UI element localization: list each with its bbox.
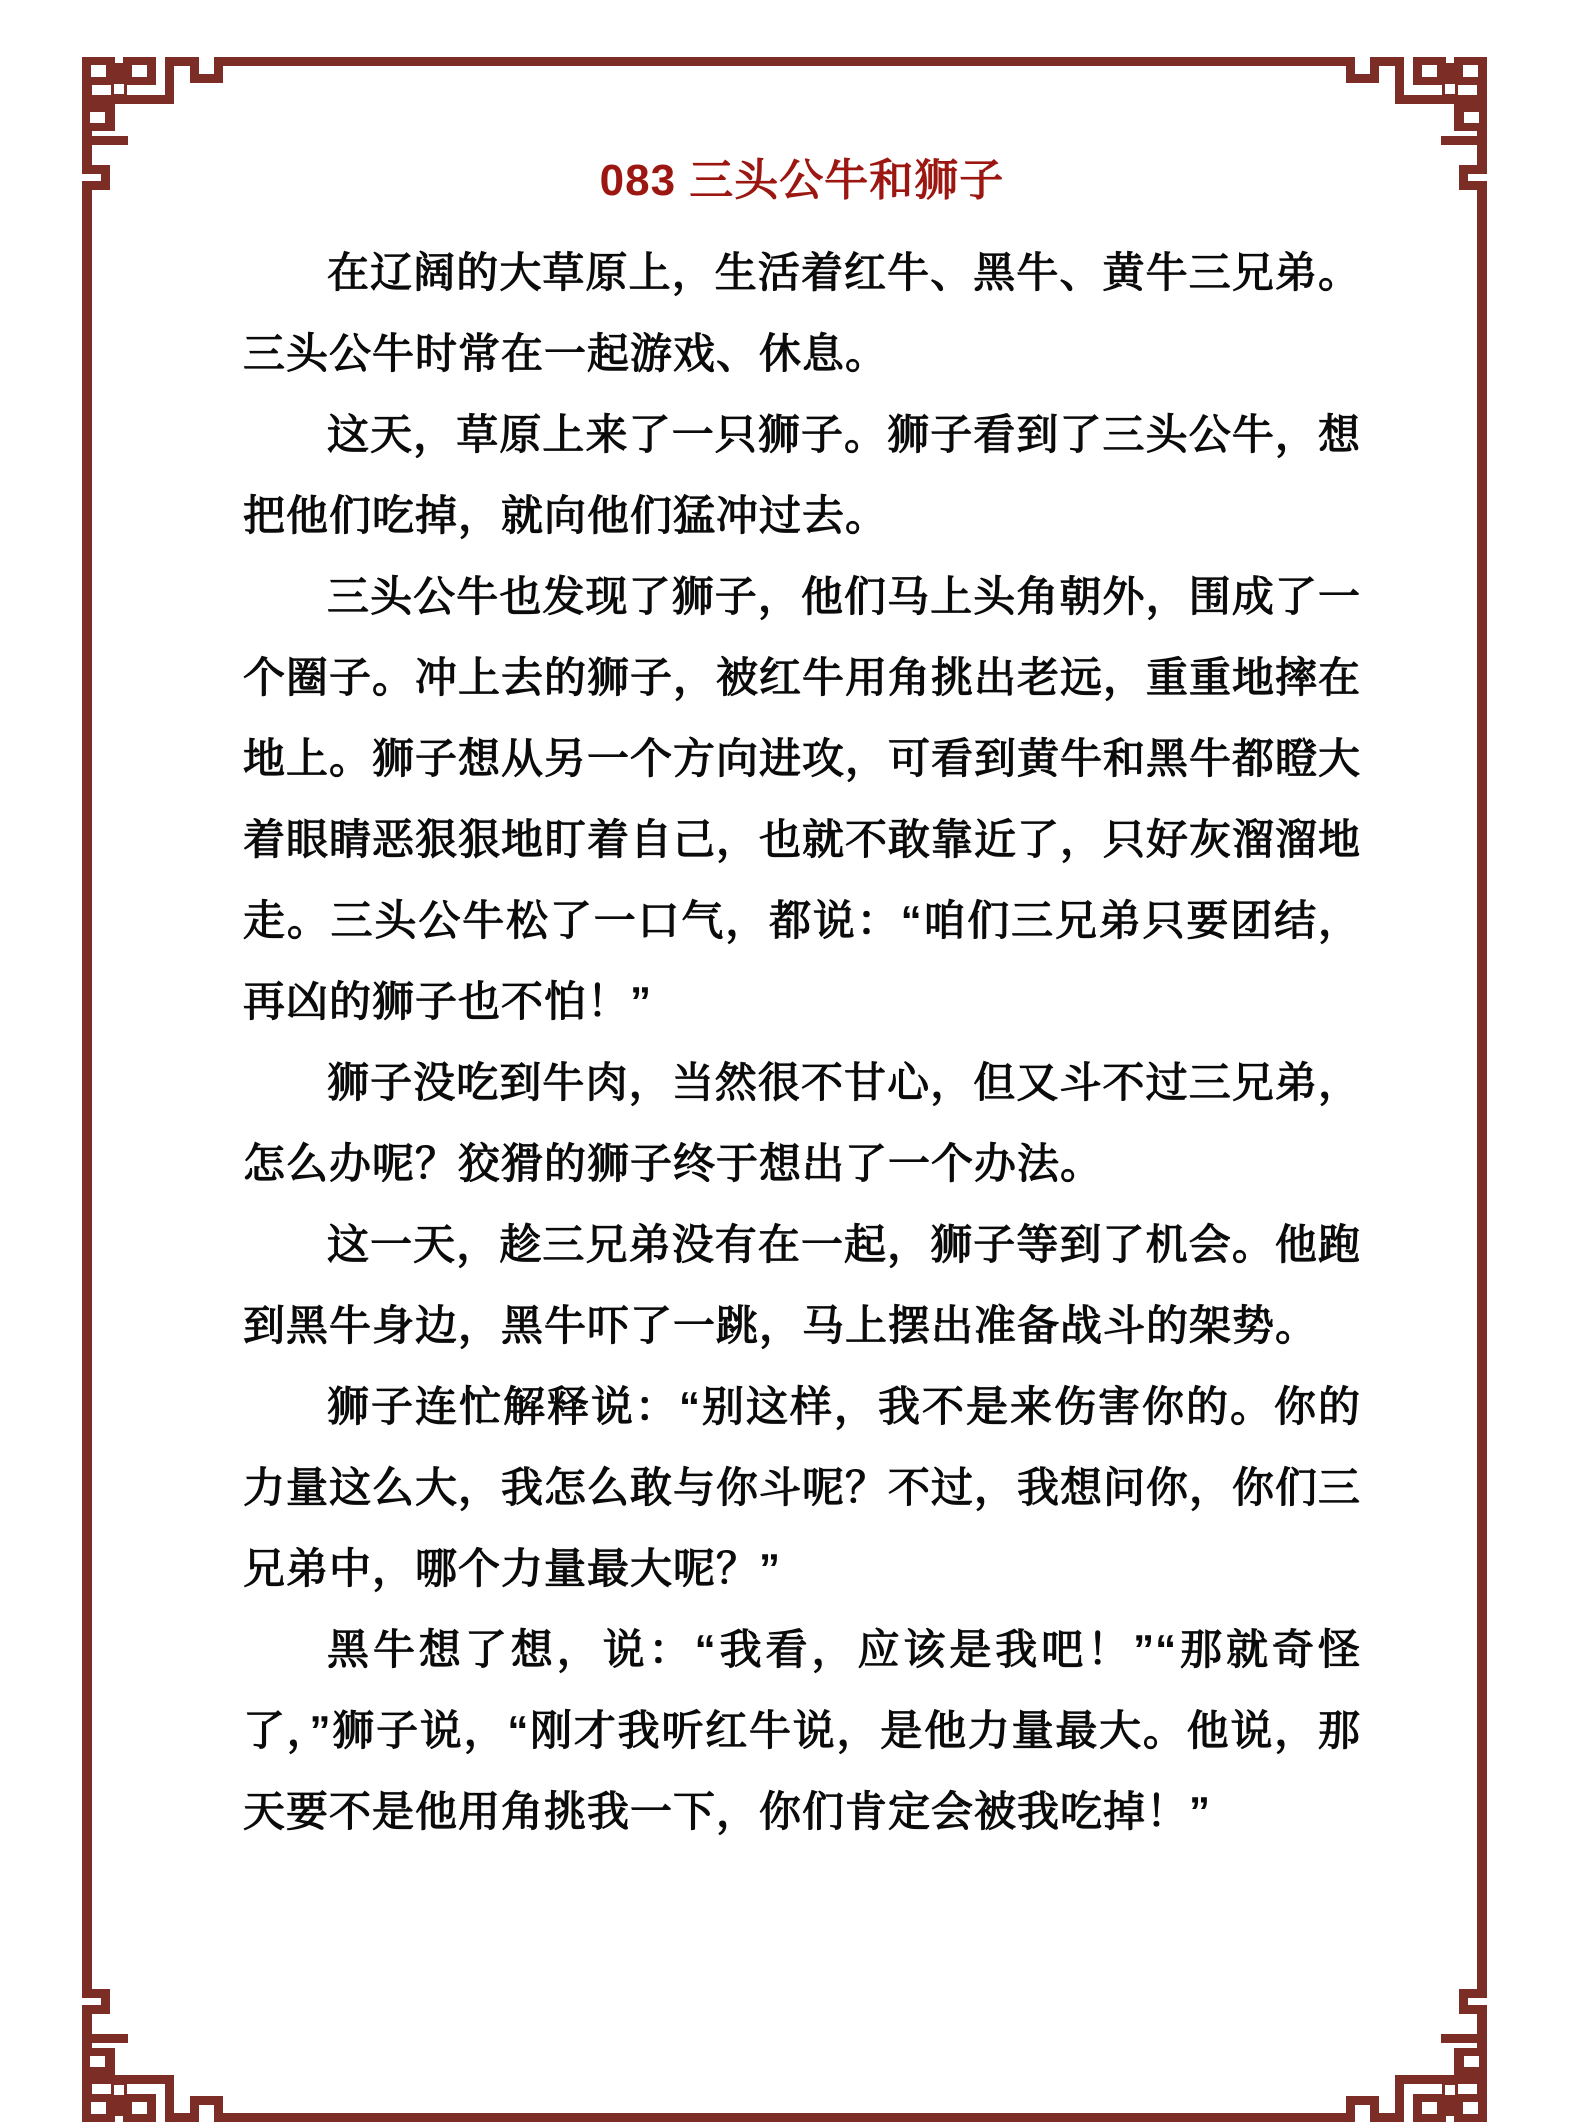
fret-corner-top-left-icon — [78, 53, 238, 213]
story-body — [243, 232, 1361, 1852]
story-paragraph: 狮子没吃到牛肉，当然很不甘心，但又斗不过三兄弟，怎么办呢？狡猾的狮子终于想出了一个办法。 — [243, 1059, 1361, 1187]
frame-right-line — [1477, 210, 1487, 1970]
story-title: 083 三头公牛和狮子 — [599, 156, 1005, 205]
frame-bottom-line — [236, 2113, 1346, 2122]
story-paragraph: 在辽阔的大草原上，生活着红牛、黑牛、黄牛三兄弟。三头公牛时常在一起游戏、休息。 — [243, 249, 1361, 377]
story-paragraph: 狮子连忙解释说：“别这样，我不是来伤害你的。你的力量这么大，我怎么敢与你斗呢？不过，我想问你，你们三兄弟中，哪个力量最大呢？” — [243, 1383, 1362, 1592]
frame-top-line — [236, 57, 1346, 66]
story-content — [243, 158, 1361, 1852]
story-paragraph: 这一天，趁三兄弟没有在一起，狮子等到了机会。他跑到黑牛身边，黑牛吓了一跳，马上摆出准备战斗的架势。 — [243, 1221, 1361, 1349]
fret-corner-bottom-right-icon — [1331, 1966, 1491, 2126]
fret-corner-bottom-left-icon — [78, 1966, 238, 2126]
frame-left-line — [82, 210, 92, 1970]
story-paragraph: 三头公牛也发现了狮子，他们马上头角朝外，围成了一个圈子。冲上去的狮子，被红牛用角挑出老远，重重地摔在地上。狮子想从另一个方向进攻，可看到黄牛和黑牛都瞪大着眼睛恶狠狠地盯着自己，也就不敢靠近了，只好灰溜溜地走。三头公牛松了一口气，都说：“咱们三兄弟只要团结，再凶的狮子也不怕！” — [243, 573, 1362, 1025]
story-paragraph: 黑牛想了想，说：“我看，应该是我吧！”“那就奇怪了，”狮子说，“刚才我听红牛说，是他力量最大。他说，那天要不是他用角挑我一下，你们肯定会被我吃掉！” — [243, 1626, 1361, 1835]
story-paragraph: 这天，草原上来了一只狮子。狮子看到了三头公牛，想把他们吃掉，就向他们猛冲过去。 — [243, 411, 1361, 539]
